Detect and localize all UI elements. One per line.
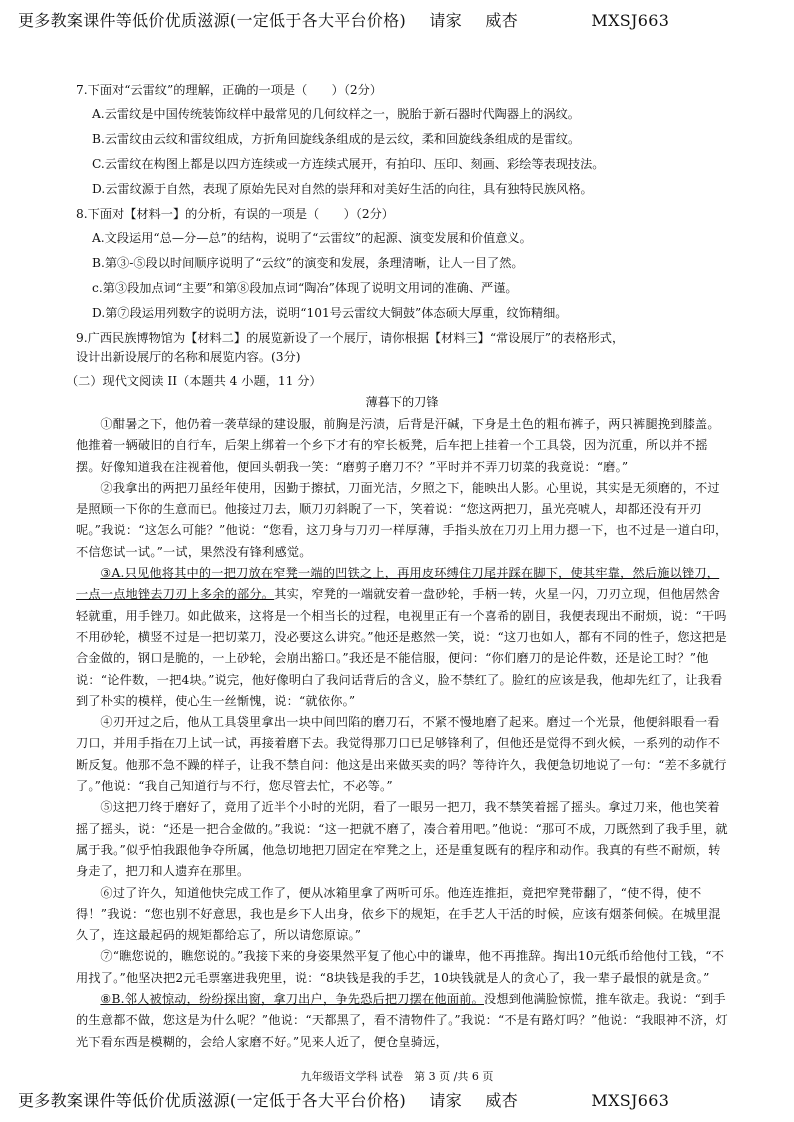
q8-option-a: A.文段运用“总—分—总”的结构，说明了“云雷纹”的起源、演变发展和价值意义。 <box>92 231 532 245</box>
q7-option-d: D.云雷纹源于自然，表现了原始先民对自然的崇拜和对美好生活的向往，具有独特民族风格。 <box>92 182 593 196</box>
top-banner <box>18 8 687 31</box>
banner-please: 请家 <box>429 11 462 30</box>
q8-option-b: B.第③-⑤段以时间顺序说明了“云纹”的演变和发展，条理清晰，让人一目了然。 <box>92 256 524 270</box>
q7-option-a: A.云雷纹是中国传统装饰纹样中最常见的几何纹样之一，脱胎于新石器时代陶器上的涡纹。 <box>92 107 580 121</box>
paragraph-8 <box>76 989 728 1053</box>
paragraph-5: ⑤这把刀终于磨好了，竟用了近半个小时的光阴，看了一眼另一把刀，我不禁笑着摇了摇头。拿过刀来，他也笑着摇了摇头，说：“还是一把合金做的。”我说：“这一把就不磨了，凑合着用吧。”他说：“那可不成，刀既然到了我手里，就属于我。”似乎怕我跟他争夺所属，他急切地把刀固定在窄凳之上，还是重复既有的程序和动作。我真的有些不耐烦，转身走了，把刀和人遗弃在那里。 <box>76 800 728 879</box>
question-8-stem: 8.下面对【材料一】的分析，有误的一项是（ ）（2分） <box>76 207 394 221</box>
paragraph-4: ④刃开过之后，他从工具袋里拿出一块中间凹陷的磨刀石，不紧不慢地磨了起来。磨过一个光景，他便斜眼看一看刀口，并用手指在刀上试一试，再接着磨下去。我觉得那刀口已足够锋利了，但他还是觉得不到火候，一系列的动作不断反复。他那不急不躁的样子，让我不禁自问：他这是出来做买卖的吗？等待许久，我便急切地说了一句：“差不多就行了。”他说：“我自己知道行与不行，您尽管去忙，不必等。” <box>76 715 727 794</box>
q8-option-d: D.第⑦段运用列数字的说明方法，说明“101号云雷纹大铜鼓”体态硕大厚重，纹饰精细。 <box>92 306 568 320</box>
page-content <box>66 82 728 1053</box>
paragraph-6: ⑥过了许久，知道他快完成工作了，便从冰箱里拿了两听可乐。他连连推拒，竟把窄凳带翻了，“使不得，使不得！”我说：“您也别不好意思，我也是乡下人出身，依乡下的规矩，在手艺人干活的时候，应该有烟茶伺候。在城里混久了，连这最起码的规矩都给忘了，所以请您原谅。” <box>76 885 721 943</box>
question-7-stem: 7.下面对“云雷纹”的理解，正确的一项是（ ）（2分） <box>76 83 383 97</box>
banner-please: 请家 <box>429 1091 462 1110</box>
banner-name: 威杏 <box>485 11 518 30</box>
bottom-banner <box>18 1088 687 1111</box>
banner-code: MXSJ663 <box>591 11 670 30</box>
paragraph-2: ②我拿出的两把刀虽经年使用，因勤于擦拭，刀面光洁，夕照之下，能映出人影。心里说，其实是无须磨的，不过是照顾一下你的生意而已。他接过刀去，顺刀刃斜睨了一下，笑着说：“您这两把刀，虽光亮唬人，却都还没有开刃呢。”我说：“这怎么可能？”他说：“您看，这刀身与刀刃一样厚薄，手指头放在刀刃上用力摁一下，也不过是一道白印，不信您试一试。”一试，果然没有锋利感觉。 <box>76 480 728 559</box>
underlined-sentence-a: ③A.只见他将其中的一把刀放在窄凳一端的凹铁之上，再用皮环缚住刀尾并踩在脚下，使其牢靠，然后施以锉刀，一点一点地锉去刀刃上多余的部分。 <box>76 566 720 602</box>
banner-code: MXSJ663 <box>591 1091 670 1110</box>
q8-option-c: c.第③段加点词“主要”和第⑧段加点词“陶冶”体现了说明文用词的准确、严谨。 <box>92 281 518 295</box>
paragraph-8-rest: 没想到他满脸惊慌，推车欲走。我说：“到手的生意都不做，您这是为什么呢？”他说：“天都黑了，看不清物件了。”我说：“不是有路灯吗？”他说：“我眼神不济，灯光下看东西是模糊的，会给人家磨不好。”见来人近了，便仓皇骑远， <box>76 992 728 1049</box>
section-heading: （二）现代文阅读 II（本题共 4 小题，11 分） <box>66 374 322 388</box>
q7-option-c: C.云雷纹在构图上都是以四方连续或一方连续式展开，有拍印、压印、刻画、彩绘等表现技法。 <box>92 157 605 171</box>
paragraph-3-rest: 其实，窄凳的一端就安着一盘砂轮，手柄一转，火星一闪，刀刃立现，但他居然舍轻就重，用手锉刀。如此做来，这将是一个相当长的过程，电视里正有一个喜希的剧目，我便表现出不耐烦，说：“干吗不用砂轮，横竖不过是一把切菜刀，没必要这么讲究。”他还是憨然一笑，说：“这刀也如人，都有不同的性子，您这把是合金做的，钢口是脆的，一上砂轮，会崩出豁口。”我还是不能信服，便问：“你们磨刀的是论件数，还是论工时？”他说：“论件数，一把4块。”说完，他好像明白了我问话背后的含义，脸不禁红了。脸红的应该是我，他却先红了，让我看到了朴实的模样，使心生一丝惭愧，说：“就依你。” <box>76 587 727 708</box>
paragraph-3 <box>76 563 728 712</box>
banner-text: 更多教案课件等低价优质滋源(一定低于各大平台价格) <box>18 11 406 30</box>
page-footer: 九年级语文学科 试卷 第 3 页 /共 6 页 <box>300 1070 494 1083</box>
banner-text: 更多教案课件等低价优质滋源(一定低于各大平台价格) <box>18 1091 406 1110</box>
underlined-sentence-b: ⑧B.邻人被惊动，纷纷探出窗，拿刀出户，争先恐后把刀摆在他面前。 <box>100 992 484 1007</box>
paragraph-1: ①酣暑之下，他仍着一袭草绿的建设服，前胸是污渍，后背是汗碱，下身是土色的粗布裤子，两只裤腿挽到膝盖。他推着一辆破旧的自行车，后架上绑着一个乡下才有的窄长板凳，后车把上挂着一个工具袋，因为沉重，所以并不摇摆。好像知道我在注视着他，便回头朝我一笑：“磨剪子磨刀不？”平时并不弄刀切菜的我竟说：“磨。” <box>76 417 720 474</box>
q7-option-b: B.云雷纹由云纹和雷纹组成，方折角回旋线条组成的是云纹，柔和回旋线条组成的是雷纹。 <box>92 132 581 146</box>
banner-name: 威杏 <box>485 1091 518 1110</box>
question-9-line2: 设计出新设展厅的名称和展览内容。(3分) <box>76 350 301 364</box>
passage-title: 薄暮下的刀锋 <box>365 395 439 409</box>
question-9-line1: 9.广西民族博物馆为【材料二】的展览新设了一个展厅，请你根据【材料三】“常设展厅”的表格形式， <box>76 331 625 345</box>
paragraph-7: ⑦“瞧您说的，瞧您说的。”我接下来的身姿果然平复了他心中的谦卑，他不再推辞。掏出10元纸币给他付工钱，“不用找了。”他坚决把2元毛票塞进我兜里，说：“8块钱是我的手艺，10块钱就是人的贪心了，我一辈子最恨的就是贪。” <box>76 949 725 985</box>
